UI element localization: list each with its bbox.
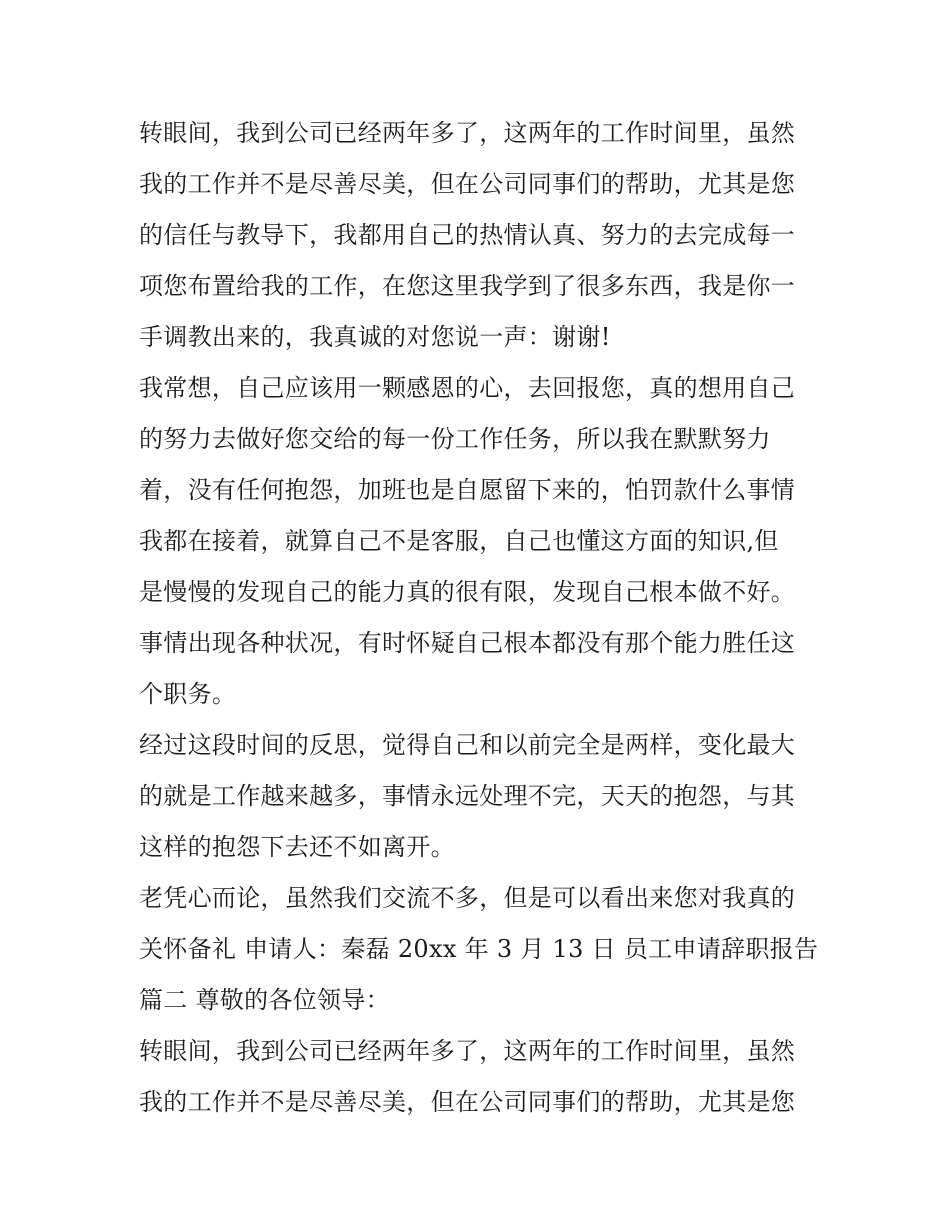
text-line: 项您布置给我的工作，在您这里我学到了很多东西，我是你一: [139, 272, 796, 300]
text-line: 事情出现各种状况，有时怀疑自己根本都没有那个能力胜任这: [139, 629, 796, 657]
text-line: 我常想，自己应该用一颗感恩的心，去回报您，真的想用自己: [139, 374, 796, 402]
text-line: 转眼间，我到公司已经两年多了，这两年的工作时间里，虽然: [139, 1037, 796, 1065]
text-line: 着，没有任何抱怨，加班也是自愿留下来的，怕罚款什么事情: [139, 476, 796, 504]
text-line: 的就是工作越来越多，事情永远处理不完，天天的抱怨，与其: [139, 782, 796, 810]
text-line: 转眼间，我到公司已经两年多了，这两年的工作时间里，虽然: [139, 119, 796, 147]
text-line: 篇二 尊敬的各位领导：: [139, 986, 390, 1014]
text-line: 我都在接着，就算自己不是客服，自己也懂这方面的知识,但: [139, 527, 779, 555]
text-line: 我的工作并不是尽善尽美，但在公司同事们的帮助，尤其是您: [139, 1088, 796, 1116]
text-line: 的信任与教导下，我都用自己的热情认真、努力的去完成每一: [139, 221, 796, 249]
text-line: 的努力去做好您交给的每一份工作任务，所以我在默默努力: [139, 425, 771, 453]
text-line: 是慢慢的发现自己的能力真的很有限，发现自己根本做不好。: [139, 578, 796, 606]
text-line: 经过这段时间的反思，觉得自己和以前完全是两样，变化最大: [139, 731, 796, 759]
text-line: 这样的抱怨下去还不如离开。: [139, 833, 455, 861]
text-line: 手调教出来的，我真诚的对您说一声：谢谢!: [139, 323, 611, 351]
text-line: 个职务。: [139, 680, 237, 708]
text-line: 老凭心而论，虽然我们交流不多，但是可以看出来您对我真的: [139, 884, 796, 912]
text-line: 关怀备礼 申请人：秦磊 20xx 年 3 月 13 日 员工申请辞职报告: [139, 935, 819, 963]
document-body: [139, 108, 819, 1128]
text-line: 我的工作并不是尽善尽美，但在公司同事们的帮助，尤其是您: [139, 170, 796, 198]
